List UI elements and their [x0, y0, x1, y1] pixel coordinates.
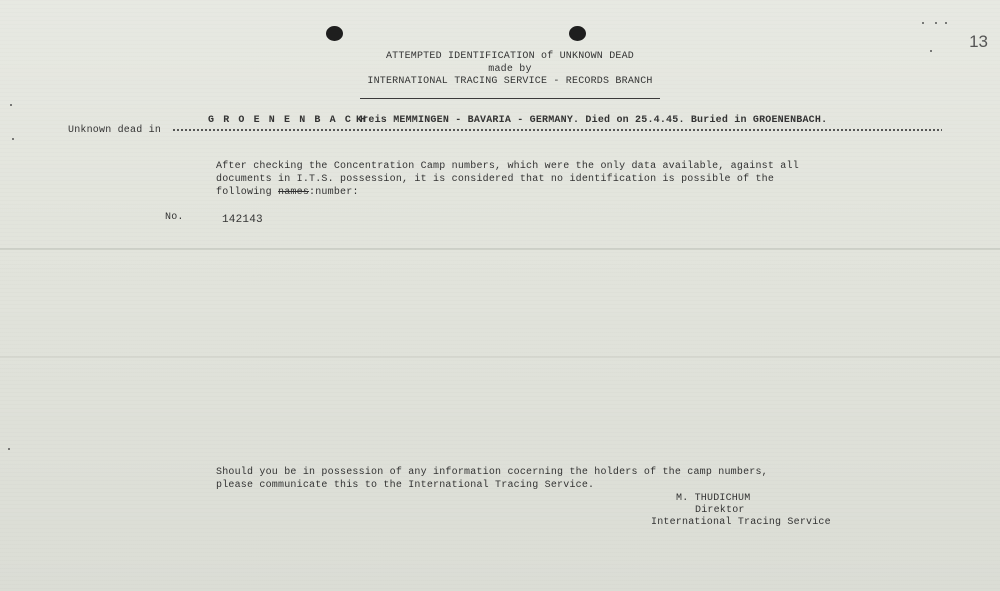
dotted-fill-line	[172, 128, 942, 132]
body-line-3-prefix: following	[216, 187, 279, 198]
camp-number: 142143	[222, 214, 263, 226]
signatory-title: Direktor	[695, 505, 745, 516]
page-number: 13	[969, 32, 988, 51]
body-line-2: documents in I.T.S. possession, it is considered that no identification is possible of the	[216, 174, 775, 185]
struck-word: names	[278, 187, 310, 198]
header-organization: INTERNATIONAL TRACING SERVICE - RECORDS BRANCH	[367, 76, 653, 87]
punch-hole-right	[569, 26, 586, 41]
number-label: No.	[165, 212, 184, 223]
closing-line-2: please communicate this to the International Tracing Service.	[216, 480, 595, 491]
header-title: ATTEMPTED IDENTIFICATION of UNKNOWN DEAD	[385, 51, 635, 62]
burial-details: Kreis MEMMINGEN - BAVARIA - GERMANY. Died on 25.4.45. Buried in GROENENBACH.	[356, 115, 828, 126]
unknown-dead-label: Unknown dead in	[68, 125, 162, 136]
place-name: G R O E N E N B A C H	[208, 115, 368, 126]
header-rule	[360, 98, 660, 99]
body-line-1: After checking the Concentration Camp numbers, which were the only data available, against all	[216, 161, 799, 172]
paper-fold-line	[0, 248, 1000, 250]
body-line-3	[216, 187, 359, 198]
signatory-name: M. THUDICHUM	[676, 493, 751, 504]
header-made-by: made by	[488, 64, 532, 75]
punch-hole-left	[326, 26, 343, 41]
signatory-organization: International Tracing Service	[651, 517, 831, 528]
closing-line-1: Should you be in possession of any information cocerning the holders of the camp numbers,	[216, 467, 768, 478]
body-line-3-suffix: :number:	[309, 187, 359, 198]
paper-fold-line	[0, 356, 1000, 358]
